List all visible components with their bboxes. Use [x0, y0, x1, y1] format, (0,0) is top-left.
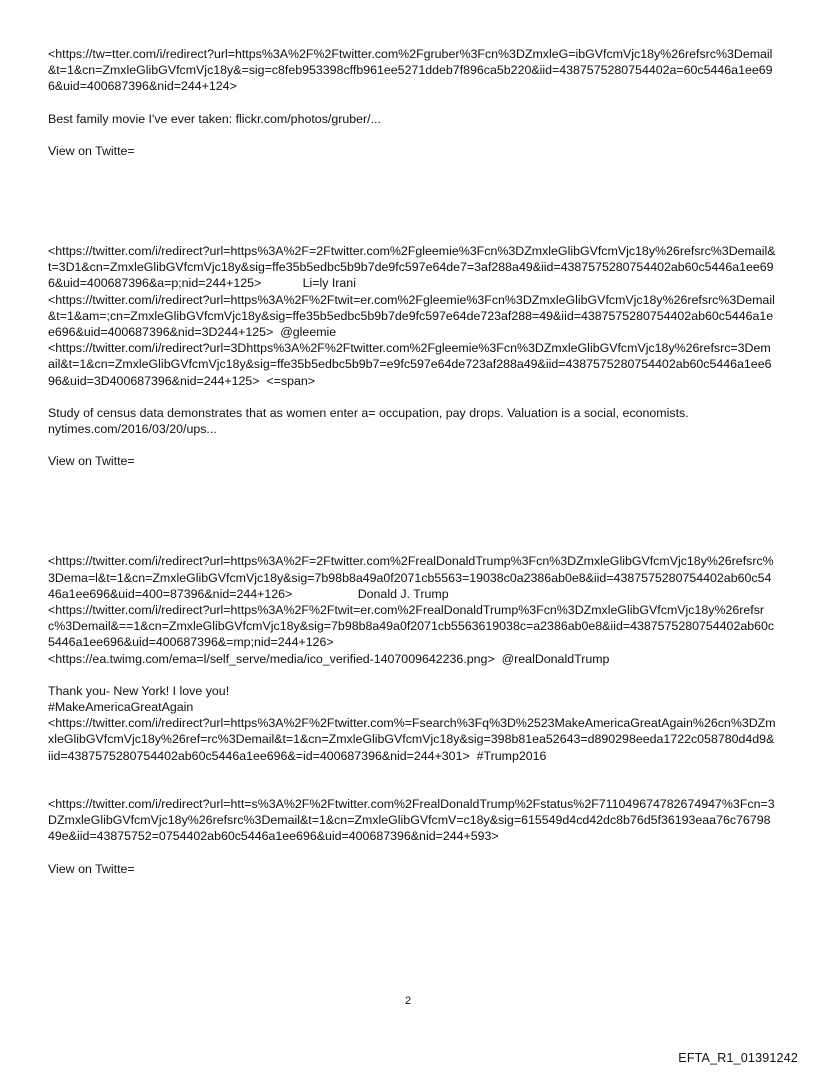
- tweet-text-trump: Thank you- New York! I love you!: [48, 683, 230, 698]
- tweet-text-gruber: Best family movie I've ever taken: flickr.com/photos/gruber/...: [48, 111, 381, 126]
- verified-icon-url[interactable]: [48, 651, 776, 667]
- author-name-donald-trump: Donald J. Trump: [357, 586, 449, 601]
- stray-span-tag: <=span>: [266, 373, 315, 388]
- tweet-text-gleemie: Study of census data demonstrates that as women enter a= occupation, pay drops. Valuation is a social, economists. nytimes.com/2016/03/20/ups...: [48, 405, 693, 437]
- view-on-twitter-link-3[interactable]: View on Twitte=: [48, 861, 135, 876]
- author-handle-gleemie: @gleemie: [280, 325, 337, 340]
- redirect-url-gleemie-2-text[interactable]: <https://twitter.com/i/redirect?url=https%3A%2F%2Ftwit=er.com%2Fgleemie%3Fcn%3DZmxleGlibGVfcmVjc18y%26refsrc%3Demail&t=1&am=;cn=ZmxleGlibGVfcmVjc18y&sig=ffe35b5edbc5b9b7de9fc597e64de723af288=49&iid=4387575280754402ab60c5446a1ee696&uid=400687396&nid=3D244+125>: [48, 292, 775, 340]
- document-page: [48, 46, 776, 877]
- redirect-url-gruber[interactable]: <https://tw=tter.com/i/redirect?url=https%3A%2F%2Ftwitter.com%2Fgruber%3Fcn%3DZmxleG=ibGVfcmVjc18y%26refsrc%3Demail&t=1&cn=ZmxleGlibGVfcmVjc18y&=sig=c8feb953398cffb961ee5271ddeb7f896ca5b220&iid=4387575280754402a=60c5446a1ee696&uid=400687396&nid=244+124>: [48, 47, 773, 94]
- redirect-url-gleemie-2[interactable]: [48, 292, 776, 341]
- redirect-url-hashtag-search[interactable]: [48, 715, 776, 764]
- author-handle-realdonaldtrump: @realDonaldTrump: [501, 651, 610, 666]
- tweet-block-gleemie: [48, 243, 776, 389]
- redirect-url-hashtag-search-text[interactable]: <https://twitter.com/i/redirect?url=https%3A%2F%2Ftwitter.com%=Fsearch%3Fq%3D%2523MakeAmericaGreatAgain%26cn%3DZmxleGlibGVfcmVjc18y%26ref=rc%3Demail&t=1&cn=ZmxleGlibGVfcmVjc18y&sig=398b81ea52643=d890298eeda1722c058780d4d9&iid=4387575280754402ab60c5446a1ee696&=id=400687396&nid=244+301>: [48, 716, 776, 763]
- author-name-lilly-irani: Li=ly Irani: [302, 276, 356, 291]
- view-on-twitter-link-1[interactable]: View on Twitte=: [48, 143, 135, 158]
- tweet-body-trump: [48, 683, 776, 764]
- view-on-twitter-link-2[interactable]: View on Twitte=: [48, 454, 135, 469]
- redirect-url-trump-1-text[interactable]: <https://twitter.com/i/redirect?url=https%3A%2F=2Ftwitter.com%2FrealDonaldTrump%3Fcn%3DZmxleGlibGVfcmVjc18y%26refsrc%3Dema=l&t=1&cn=ZmxleGlibGVfcmVjc18y&sig=7b98b8a49a0f2071cb5563=19038c0a2386ab0e8&iid=4387575280754402ab60c5446a1ee696&uid=400=87396&nid=244+126>: [48, 554, 774, 601]
- verified-icon-url-text[interactable]: <https://ea.twimg.com/ema=l/self_serve/media/ico_verified-1407009642236.png>: [48, 651, 495, 666]
- redirect-url-trump-2[interactable]: <https://twitter.com/i/redirect?url=https%3A%2F%2Ftwit=er.com%2FrealDonaldTrump%3Fcn%3DZmxleGlibGVfcmVjc18y%26refsrc%3Demail&==1&cn=ZmxleGlibGVfcmVjc18y&sig=7b98b8a49a0f2071cb5563619038c=a2386ab0e8&iid=4387575280754402ab60c5446a1ee696&uid=400687396&=mp;nid=244+126>: [48, 603, 775, 650]
- page-number: 2: [404, 995, 412, 1007]
- redirect-url-gleemie-1-text[interactable]: <https://twitter.com/i/redirect?url=https%3A%2F=2Ftwitter.com%2Fgleemie%3Fcn%3DZmxleGlibGVfcmVjc18y%26refsrc%3Demail&t=3D1&cn=ZmxleGlibGVfcmVjc18y&sig=ffe35b5edbc5b9b7de9fc597e64de7=3af288a49&iid=4387575280754402ab60c5446a1ee696&uid=400687396&a=p;nid=244+125>: [48, 244, 776, 291]
- redirect-url-gleemie-3-text[interactable]: <https://twitter.com/i/redirect?url=3Dhttps%3A%2F%2Ftwitter.com%2Fgleemie%3Fcn%3DZmxleGlibGVfcmVjc18y%26refsrc=3Demail&t=1&cn=ZmxleGlibGVfcmVjc18y&sig=ffe35b5edbc5b9b7=e9fc597e64de723af288a49&iid=4387575280754402ab60c5446a1ee696&uid=3D400687396&nid=244+125>: [48, 341, 772, 388]
- hashtag-make-america-great-again[interactable]: #MakeAmericaGreatAgain: [48, 700, 194, 715]
- redirect-url-trump-status[interactable]: <https://twitter.com/i/redirect?url=htt=s%3A%2F%2Ftwitter.com%2FrealDonaldTrump%2Fstatus%2F711049674782674947%3Fcn=3DZmxleGlibGVfcmVjc18y%26refsrc%3Demail&t=1&cn=ZmxleGlibGVfcmV=c18y&sig=615549d4cd42dc8b76d5f36193eaa76c7679849e&iid=43875752=0754402ab60c5446a1ee696&uid=400687396&nid=244+593>: [48, 796, 775, 844]
- redirect-url-gleemie-1[interactable]: [48, 243, 776, 292]
- redirect-url-trump-1[interactable]: [48, 553, 776, 602]
- document-footer-id: EFTA_R1_01391242: [678, 1051, 798, 1065]
- hashtag-trump2016[interactable]: #Trump2016: [476, 748, 547, 763]
- redirect-url-gleemie-3[interactable]: [48, 340, 776, 389]
- tweet-block-trump: [48, 553, 776, 666]
